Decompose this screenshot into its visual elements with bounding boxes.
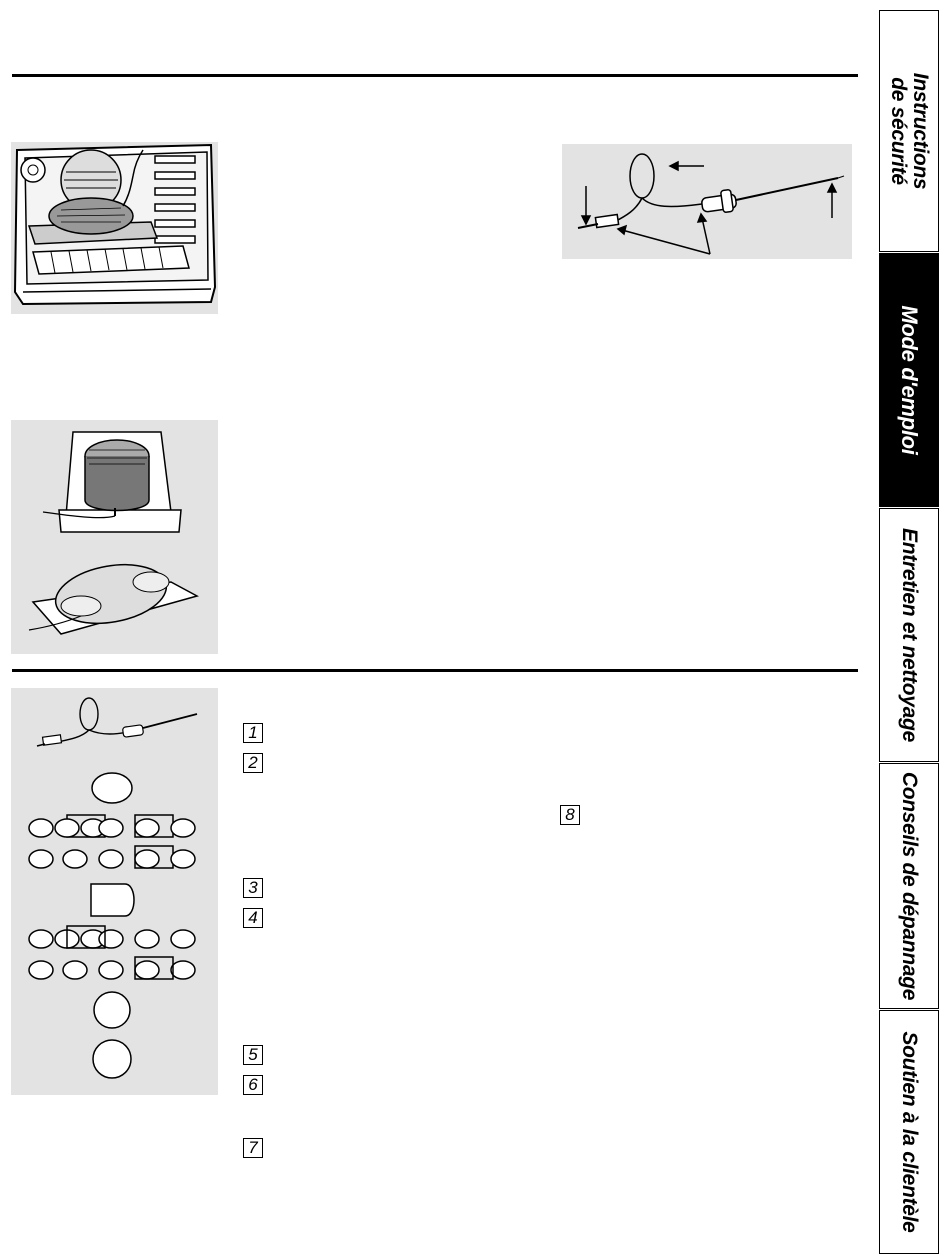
step-number-4: 4 xyxy=(243,908,263,928)
middle-divider xyxy=(12,669,858,672)
step-number-6: 6 xyxy=(243,1075,263,1095)
tab-troubleshooting-label: Conseils de dépannage xyxy=(898,771,921,1001)
control-panel-illustration xyxy=(11,688,218,1095)
roast-poultry-illustration xyxy=(11,420,218,654)
tab-care-cleaning[interactable] xyxy=(879,508,939,762)
tab-care-label: Entretien et nettoyage xyxy=(898,528,921,742)
step-number-7: 7 xyxy=(243,1138,263,1158)
step-number-3: 3 xyxy=(243,878,263,898)
tab-operating-label: Mode d'emploi xyxy=(897,305,922,455)
tab-troubleshooting[interactable] xyxy=(879,763,939,1009)
section-tabs xyxy=(879,10,939,1252)
tab-safety-label: Instructions de sécurité xyxy=(887,72,932,190)
probe-illustration xyxy=(562,144,852,259)
oven-illustration xyxy=(11,142,218,314)
top-divider xyxy=(12,74,858,77)
step-number-5: 5 xyxy=(243,1045,263,1065)
tab-operating-instructions[interactable] xyxy=(879,253,939,507)
step-number-8: 8 xyxy=(560,805,580,825)
step-number-1: 1 xyxy=(243,723,263,743)
step-number-2: 2 xyxy=(243,753,263,773)
tab-support-label: Soutien à la clientèle xyxy=(898,1031,921,1233)
tab-safety-instructions[interactable] xyxy=(879,10,939,252)
tab-customer-support[interactable] xyxy=(879,1010,939,1254)
